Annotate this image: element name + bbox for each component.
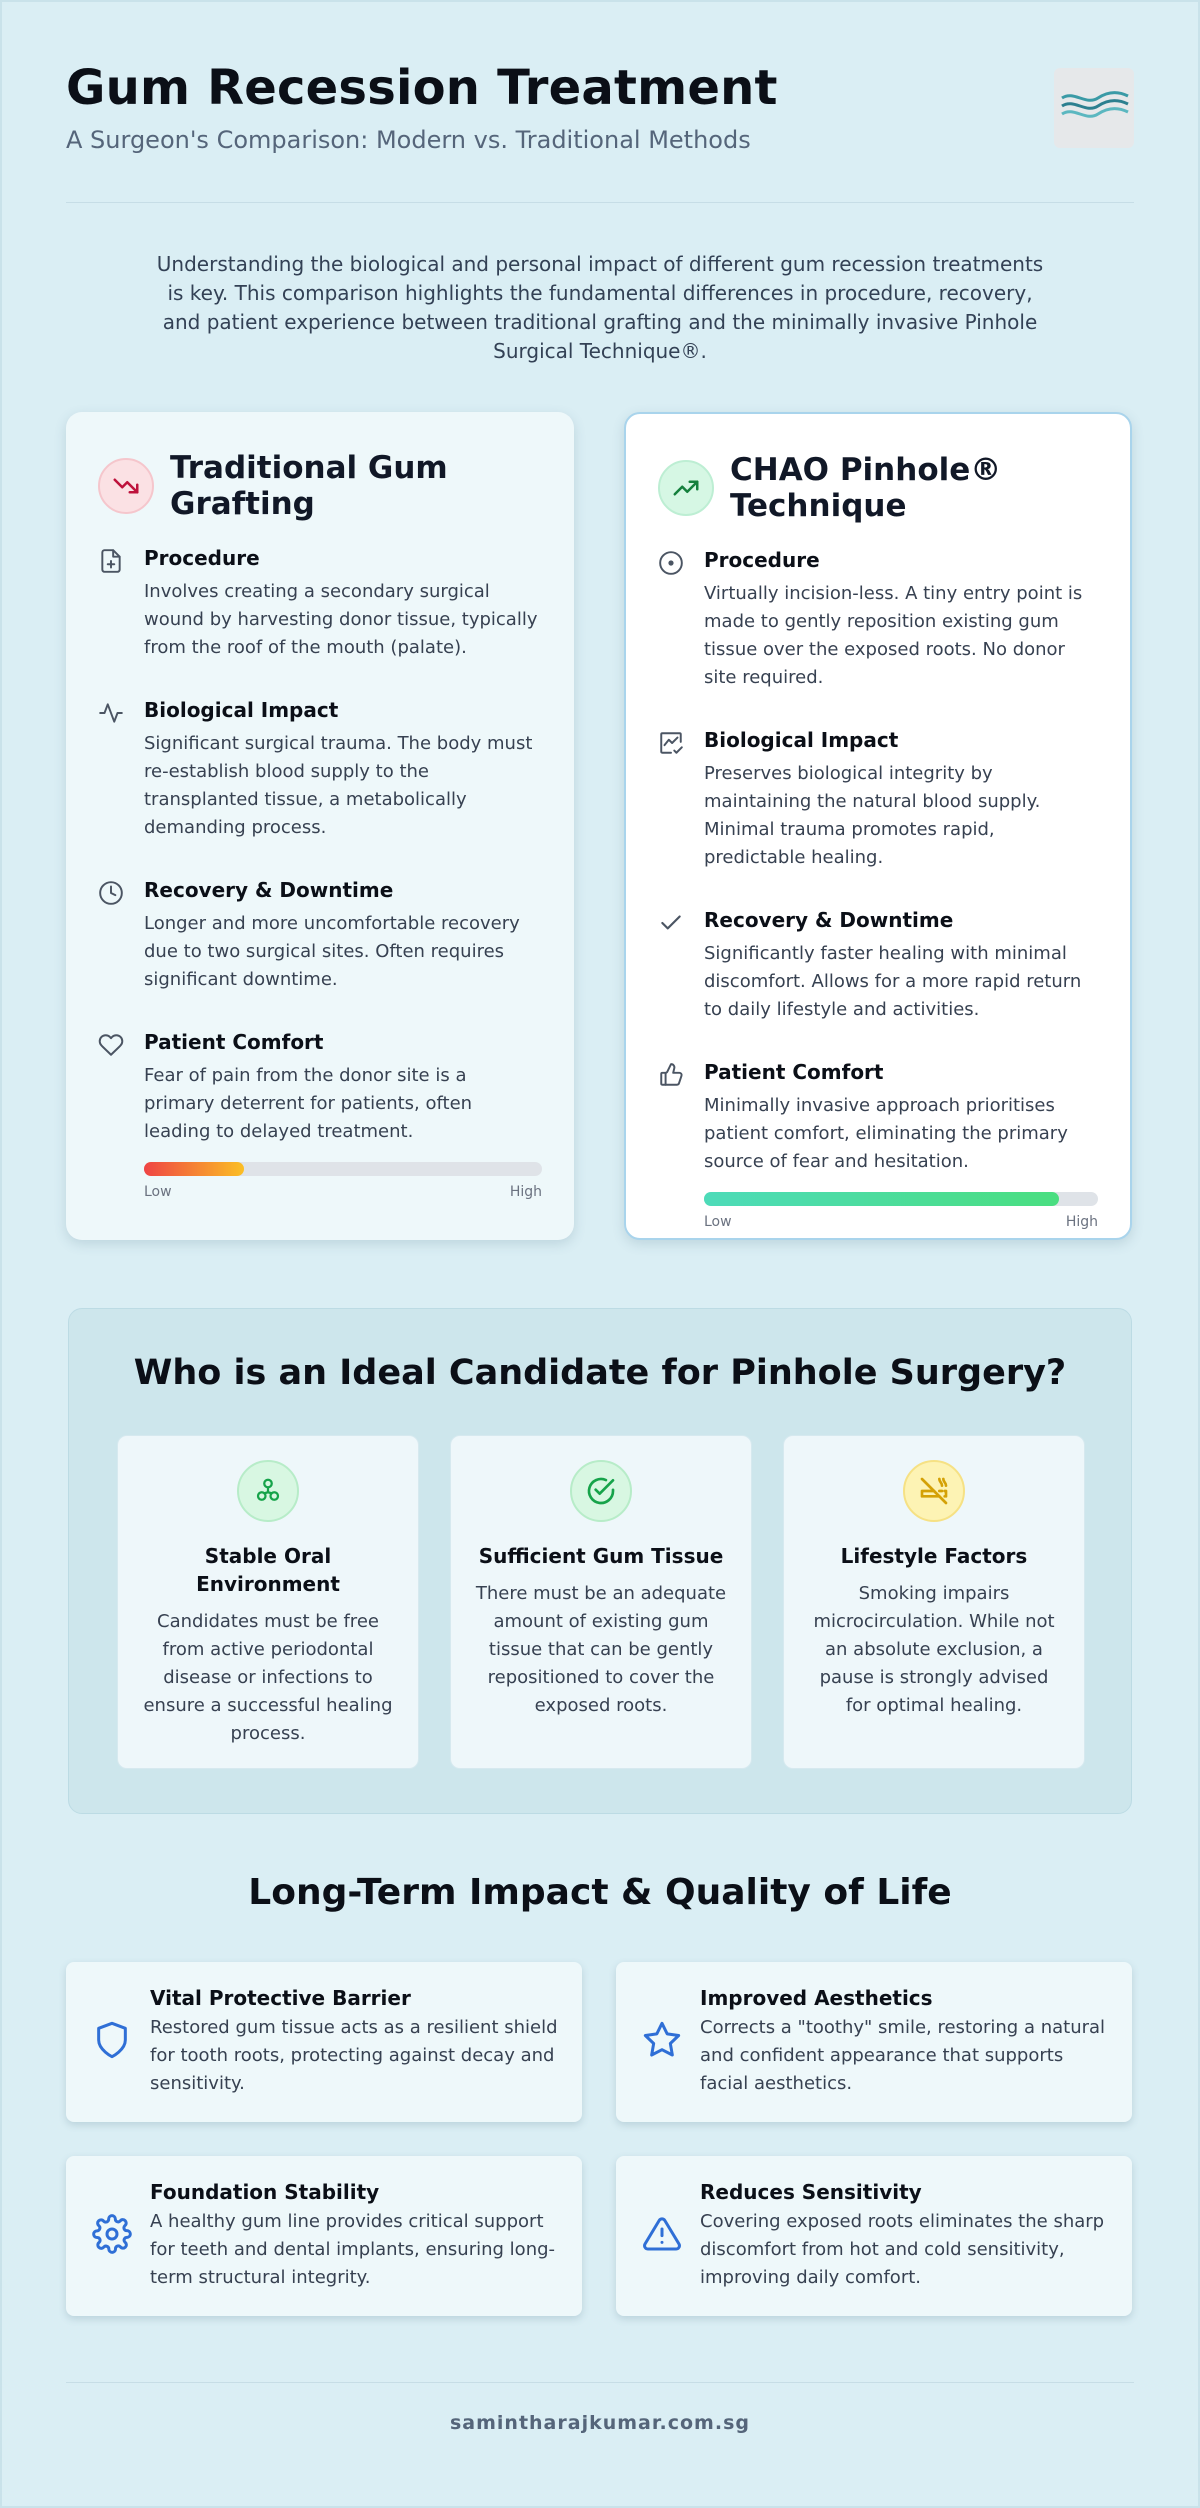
activity-icon xyxy=(98,698,126,842)
traditional-title: Traditional Gum Grafting xyxy=(170,450,448,522)
scale-high-label: High xyxy=(1065,1214,1098,1230)
candidate-card-text: There must be an adequate amount of existing gum tissue that can be gently repositioned to cover the exposed roots. xyxy=(475,1583,727,1716)
longterm-card-protective-barrier xyxy=(66,1962,582,2122)
check-circle-icon xyxy=(570,1460,632,1522)
item-title: Procedure xyxy=(704,548,820,572)
wave-logo-icon xyxy=(1054,68,1134,148)
pinhole-recovery xyxy=(658,908,1098,1024)
star-icon xyxy=(642,2020,682,2060)
shield-icon xyxy=(92,2020,132,2060)
longterm-card-aesthetics xyxy=(616,1962,1132,2122)
warning-icon xyxy=(642,2214,682,2254)
item-title: Biological Impact xyxy=(704,728,899,752)
item-title: Recovery & Downtime xyxy=(704,908,954,932)
footer-divider xyxy=(66,2382,1134,2383)
longterm-title: Long-Term Impact & Quality of Life xyxy=(248,1872,952,1913)
candidate-card-title: Stable Oral Environment xyxy=(196,1544,340,1596)
molecule-icon xyxy=(237,1460,299,1522)
chart-check-icon xyxy=(658,728,686,872)
item-text: Longer and more uncomfortable recovery due to two surgical sites. Often requires significant downtime. xyxy=(144,913,520,990)
footer-website[interactable]: samintharajkumar.com.sg xyxy=(449,2412,750,2434)
item-title: Recovery & Downtime xyxy=(144,878,394,902)
traditional-grafting-card xyxy=(66,412,574,1240)
longterm-card-text: Corrects a "toothy" smile, restoring a natural and confident appearance that supports facial aesthetics. xyxy=(700,2017,1106,2094)
item-text: Significantly faster healing with minimal discomfort. Allows for a more rapid return to daily lifestyle and activities. xyxy=(704,943,1082,1020)
pinhole-biological-impact xyxy=(658,728,1098,872)
traditional-biological-impact xyxy=(98,698,542,842)
traditional-recovery xyxy=(98,878,542,994)
candidate-card-stable-environment xyxy=(117,1435,419,1769)
gear-icon xyxy=(92,2214,132,2254)
pinhole-procedure xyxy=(658,548,1098,692)
item-text: Preserves biological integrity by maintaining the natural blood supply. Minimal trauma promotes rapid, predictable healing. xyxy=(704,763,1041,868)
comfort-bar-fill xyxy=(704,1192,1059,1206)
candidate-card-title: Lifestyle Factors xyxy=(840,1544,1028,1568)
longterm-card-title: Vital Protective Barrier xyxy=(150,1986,411,2010)
traditional-procedure xyxy=(98,546,542,662)
item-text: Significant surgical trauma. The body must re-establish blood supply to the transplanted tissue, a metabolically demanding process. xyxy=(144,733,533,838)
longterm-card-text: Covering exposed roots eliminates the sharp discomfort from hot and cold sensitivity, improving daily comfort. xyxy=(700,2211,1105,2288)
longterm-card-title: Reduces Sensitivity xyxy=(700,2180,922,2204)
ideal-candidate-section xyxy=(68,1308,1132,1814)
comfort-bar-track xyxy=(704,1192,1098,1206)
pinhole-comfort-scale xyxy=(704,1192,1098,1230)
candidate-card-text: Candidates must be free from active periodontal disease or infections to ensure a successful healing process. xyxy=(143,1611,393,1744)
page-header xyxy=(66,60,1134,200)
pinhole-comfort xyxy=(658,1060,1098,1176)
intro-text: Understanding the biological and personal impact of different gum recession treatments is key. This comparison highlights the fundamental differences in procedure, recovery, and patient experience between traditional grafting and the minimally invasive Pinhole Surgical Technique®. xyxy=(156,252,1044,363)
traditional-comfort-scale xyxy=(144,1162,542,1200)
candidate-card-text: Smoking impairs microcirculation. While not an absolute exclusion, a pause is strongly advised for optimal healing. xyxy=(813,1583,1055,1716)
item-title: Biological Impact xyxy=(144,698,339,722)
page-title: Gum Recession Treatment xyxy=(66,60,778,116)
check-icon xyxy=(658,908,686,1024)
longterm-card-text: Restored gum tissue acts as a resilient shield for tooth roots, protecting against decay and sensitivity. xyxy=(150,2017,558,2094)
longterm-card-title: Foundation Stability xyxy=(150,2180,380,2204)
candidate-card-lifestyle xyxy=(783,1435,1085,1769)
candidate-card-title: Sufficient Gum Tissue xyxy=(478,1544,724,1568)
scale-low-label: Low xyxy=(704,1214,732,1230)
pinhole-title: CHAO Pinhole® Technique xyxy=(730,452,1002,524)
pinhole-technique-card xyxy=(624,412,1132,1240)
thumbs-up-icon xyxy=(658,1060,686,1176)
candidate-title: Who is an Ideal Candidate for Pinhole Surgery? xyxy=(133,1353,1067,1393)
header-divider xyxy=(66,202,1134,203)
item-title: Patient Comfort xyxy=(704,1060,884,1084)
clock-icon xyxy=(98,878,126,994)
item-title: Procedure xyxy=(144,546,260,570)
no-smoking-icon xyxy=(903,1460,965,1522)
longterm-card-sensitivity xyxy=(616,2156,1132,2316)
target-icon xyxy=(658,548,686,692)
item-text: Fear of pain from the donor site is a primary deterrent for patients, often leading to delayed treatment. xyxy=(144,1065,473,1142)
comfort-bar-track xyxy=(144,1162,542,1176)
longterm-card-title: Improved Aesthetics xyxy=(700,1986,933,2010)
page-subtitle: A Surgeon's Comparison: Modern vs. Traditional Methods xyxy=(66,126,751,154)
comfort-bar-fill xyxy=(144,1162,244,1176)
longterm-card-foundation-stability xyxy=(66,2156,582,2316)
trend-up-icon xyxy=(658,460,714,516)
longterm-card-text: A healthy gum line provides critical support for teeth and dental implants, ensuring long-term structural integrity. xyxy=(150,2211,556,2288)
heart-icon xyxy=(98,1030,126,1146)
item-text: Virtually incision-less. A tiny entry point is made to gently reposition existing gum tissue over the exposed roots. No donor site required. xyxy=(704,583,1083,688)
trend-down-icon xyxy=(98,458,154,514)
scale-high-label: High xyxy=(509,1184,542,1200)
scale-low-label: Low xyxy=(144,1184,172,1200)
traditional-comfort xyxy=(98,1030,542,1146)
item-title: Patient Comfort xyxy=(144,1030,324,1054)
file-plus-icon xyxy=(98,546,126,662)
item-text: Involves creating a secondary surgical wound by harvesting donor tissue, typically from the roof of the mouth (palate). xyxy=(144,581,538,658)
item-text: Minimally invasive approach prioritises patient comfort, eliminating the primary source of fear and hesitation. xyxy=(704,1095,1068,1172)
candidate-card-gum-tissue xyxy=(450,1435,752,1769)
